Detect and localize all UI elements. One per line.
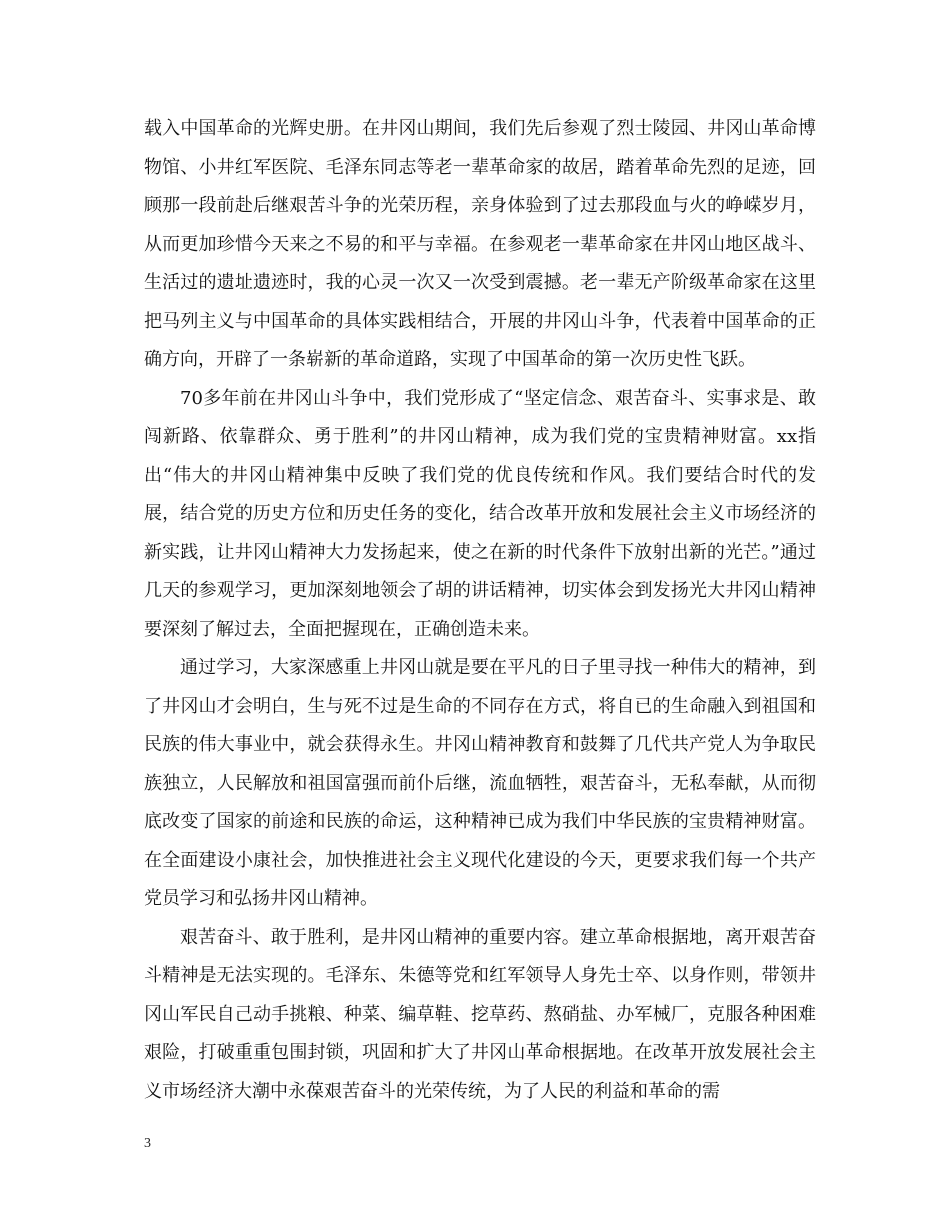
page-number: 3 <box>144 1136 151 1151</box>
paragraph-2: 70多年前在井冈山斗争中，我们党形成了“坚定信念、艰苦奋斗、实事求是、敢闯新路、依靠群众、勇于胜利”的井冈山精神，成为我们党的宝贵精神财富。xx指出“伟大的井冈山精神集中反映了我们党的优良传统和作风。我们要结合时代的发展，结合党的历史方位和历史任务的变化，结合改革开放和发展社会主义市场经济的新实践，让井冈山精神大力发扬起来，使之在新的时代条件下放射出新的光芒。”通过几天的参观学习，更加深刻地领会了胡的讲话精神，切实体会到发扬光大井冈山精神要深刻了解过去，全面把握现在，正确创造未来。 <box>144 387 816 640</box>
paragraph-1: 载入中国革命的光辉史册。在井冈山期间，我们先后参观了烈士陵园、井冈山革命博物馆、小井红军医院、毛泽东同志等老一辈革命家的故居，踏着革命先烈的足迹，回顾那一段前赴后继艰苦斗争的光荣历程，亲身体验到了过去那段血与火的峥嵘岁月，从而更加珍惜今天来之不易的和平与幸福。在参观老一辈革命家在井冈山地区战斗、生活过的遗址遗迹时，我的心灵一次又一次受到震撼。老一辈无产阶级革命家在这里把马列主义与中国革命的具体实践相结合，开展的井冈山斗争，代表着中国革命的正确方向，开辟了一条崭新的革命道路，实现了中国革命的第一次历史性飞跃。 <box>144 118 816 370</box>
document-body <box>144 110 816 1111</box>
paragraph-4: 艰苦奋斗、敢于胜利，是井冈山精神的重要内容。建立革命根据地，离开艰苦奋斗精神是无法实现的。毛泽东、朱德等党和红军领导人身先士卒、以身作则，带领井冈山军民自己动手挑粮、种菜、编草鞋、挖草药、熬硝盐、办军械厂，克服各种困难艰险，打破重重包围封锁，巩固和扩大了井冈山革命根据地。在改革开放发展社会主义市场经济大潮中永葆艰苦奋斗的光荣传统，为了人民的利益和革命的需 <box>144 926 816 1102</box>
paragraph-3: 通过学习，大家深感重上井冈山就是要在平凡的日子里寻找一种伟大的精神，到了井冈山才会明白，生与死不过是生命的不同存在方式，将自已的生命融入到祖国和民族的伟大事业中，就会获得永生。井冈山精神教育和鼓舞了几代共产党人为争取民族独立，人民解放和祖国富强而前仆后继，流血牺牲，艰苦奋斗，无私奉献，从而彻底改变了国家的前途和民族的命运，这种精神已成为我们中华民族的宝贵精神财富。在全面建设小康社会，加快推进社会主义现代化建设的今天，更要求我们每一个共产党员学习和弘扬井冈山精神。 <box>144 657 816 909</box>
